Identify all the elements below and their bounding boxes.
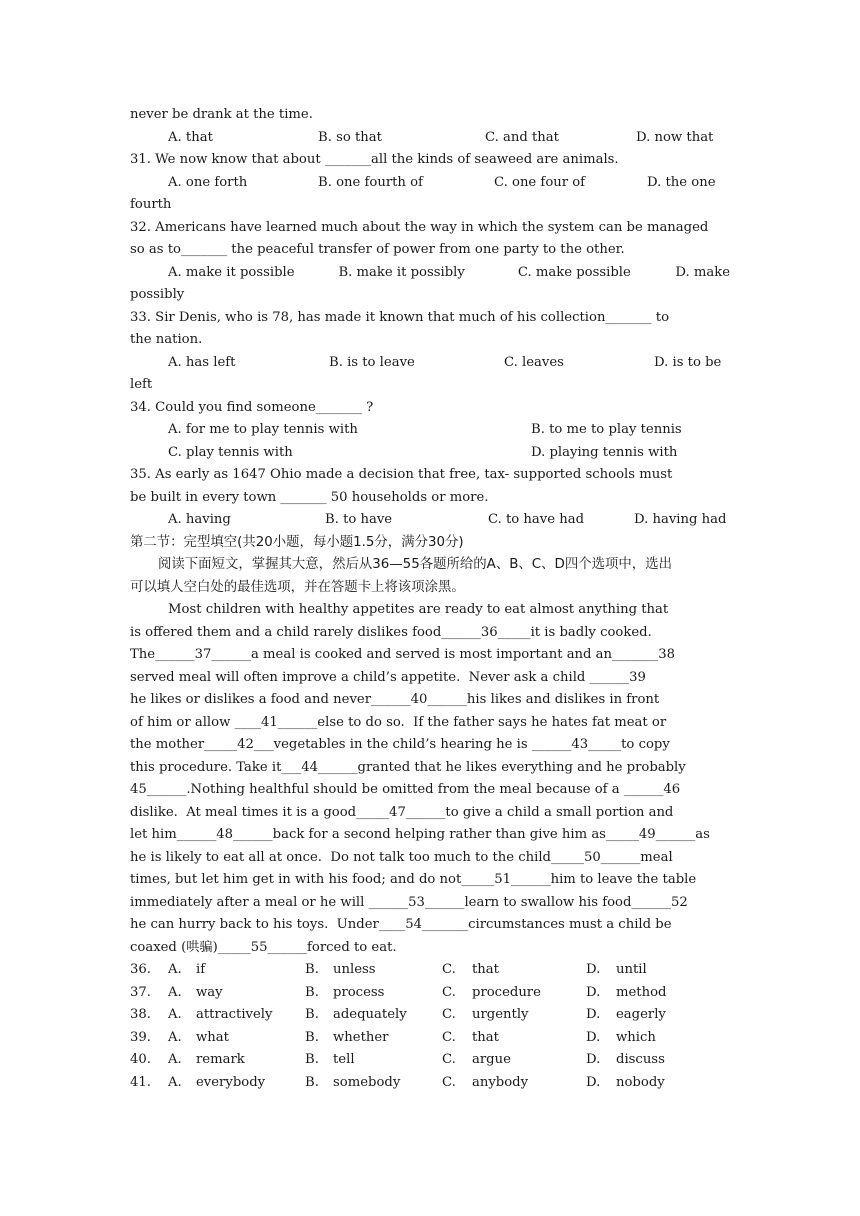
option-d: D. make xyxy=(675,264,730,280)
option-c-text: procedure xyxy=(472,984,541,1000)
passage-line: let him______48______back for a second helping rather than give him as_____49______as xyxy=(130,827,710,842)
option-b-letter: B. xyxy=(305,1052,319,1067)
option-c-letter: C. xyxy=(442,1074,456,1090)
question-32-stem: 32. Americans have learned much about the way in which the system can be managed xyxy=(130,219,709,235)
option-d-text: until xyxy=(616,962,647,977)
option-b-letter: B. xyxy=(305,1007,319,1022)
passage-line: coaxed (哄骗)_____55______forced to eat. xyxy=(130,939,397,955)
option-c: C. play tennis with xyxy=(168,444,293,460)
option-c-text: that xyxy=(472,962,499,977)
question-34-options-row2 xyxy=(130,442,730,465)
option-d-text: eagerly xyxy=(616,1007,666,1022)
option-b-letter: B. xyxy=(305,962,319,977)
option-c-letter: C. xyxy=(442,1029,456,1045)
option-b: B. is to leave xyxy=(329,354,415,370)
answer-row xyxy=(130,1004,730,1027)
option-c-text: that xyxy=(472,1029,499,1045)
question-33-option-wrap: left xyxy=(130,377,153,392)
question-35-options xyxy=(130,509,730,532)
passage-line: served meal will often improve a child’s appetite. Never ask a child ______39 xyxy=(130,669,646,685)
option-d-text: which xyxy=(616,1029,656,1045)
question-number: 38. xyxy=(130,1007,151,1022)
option-b-text: adequately xyxy=(333,1007,407,1022)
answer-row xyxy=(130,1027,730,1050)
question-32-option-wrap: possibly xyxy=(130,287,185,302)
passage-line: the mother_____42___vegetables in the child’s hearing he is ______43_____to copy xyxy=(130,737,670,752)
option-a-text: if xyxy=(196,962,206,977)
passage-line: of him or allow ____41______else to do so. If the father says he hates fat meat or xyxy=(130,714,667,730)
passage-line: dislike. At meal times it is a good_____47______to give a child a small portion and xyxy=(130,804,674,820)
option-d-letter: D. xyxy=(586,1029,601,1045)
option-a-text: attractively xyxy=(196,1007,273,1022)
option-a-letter: A. xyxy=(168,962,182,977)
option-b: B. so that xyxy=(318,129,382,145)
question-31-options xyxy=(130,172,730,195)
question-32-stem-cont: so as to_______ the peaceful transfer of power from one party to the other. xyxy=(130,242,625,257)
question-number: 40. xyxy=(130,1052,151,1067)
option-c-letter: C. xyxy=(442,1052,456,1067)
question-32-options xyxy=(130,262,730,285)
question-number: 37. xyxy=(130,984,151,1000)
option-d: D. is to be xyxy=(654,354,722,370)
answer-row xyxy=(130,1072,730,1095)
option-a-letter: A. xyxy=(168,1007,182,1022)
option-d: D. now that xyxy=(636,129,714,145)
option-a-letter: A. xyxy=(168,1052,182,1067)
question-31-option-wrap: fourth xyxy=(130,197,172,212)
passage-line: is offered them and a child rarely dislikes food______36_____it is badly cooked. xyxy=(130,624,652,640)
option-d: D. playing tennis with xyxy=(531,444,678,460)
passage-line: he can hurry back to his toys. Under____54_______circumstances must a child be xyxy=(130,917,672,932)
option-d-letter: D. xyxy=(586,1007,601,1022)
question-33-stem-cont: the nation. xyxy=(130,332,203,347)
passage-line: he is likely to eat all at once. Do not talk too much to the child_____50______meal xyxy=(130,849,673,865)
option-a-text: what xyxy=(196,1029,229,1045)
passage-line: he likes or dislikes a food and never______40______his likes and dislikes in front xyxy=(130,692,660,707)
option-c: C. one four of xyxy=(494,174,586,190)
option-a: A. for me to play tennis with xyxy=(168,422,358,437)
option-c-letter: C. xyxy=(442,984,456,1000)
passage-line: 45______.Nothing healthful should be omitted from the meal because of a ______46 xyxy=(130,782,681,797)
question-35-stem: 35. As early as 1647 Ohio made a decision that free, tax- supported schools must xyxy=(130,467,673,482)
option-a: A. that xyxy=(168,129,213,145)
question-35-stem-cont: be built in every town _______ 50 households or more. xyxy=(130,489,489,505)
question-31-stem: 31. We now know that about _______all the kinds of seaweed are animals. xyxy=(130,152,619,167)
option-a: A. make it possible xyxy=(168,264,295,280)
option-b-text: tell xyxy=(333,1052,355,1067)
option-c: C. to have had xyxy=(488,512,585,527)
option-d: D. the one xyxy=(647,174,716,190)
option-c-letter: C. xyxy=(442,962,456,977)
option-b-text: unless xyxy=(333,962,376,977)
option-b-letter: B. xyxy=(305,984,319,1000)
option-b: B. to have xyxy=(325,512,393,527)
question-number: 41. xyxy=(130,1074,151,1090)
option-c-text: urgently xyxy=(472,1007,529,1022)
passage-line: immediately after a meal or he will ______53______learn to swallow his food______52 xyxy=(130,894,688,910)
option-d-letter: D. xyxy=(586,984,601,1000)
option-a: A. one forth xyxy=(168,174,248,190)
answer-row xyxy=(130,1049,730,1072)
option-b: B. one fourth of xyxy=(318,174,423,190)
option-b: B. to me to play tennis xyxy=(531,422,682,437)
passage-line: The______37______a meal is cooked and served is most important and an_______38 xyxy=(130,647,675,662)
option-b-letter: B. xyxy=(305,1029,319,1045)
option-d-text: method xyxy=(616,984,667,1000)
option-d-letter: D. xyxy=(586,1074,601,1090)
option-c-letter: C. xyxy=(442,1007,456,1022)
option-a-text: remark xyxy=(196,1052,245,1067)
passage-line: this procedure. Take it___44______granted that he likes everything and he probably xyxy=(130,759,686,775)
option-c: C. and that xyxy=(485,129,559,145)
option-a-letter: A. xyxy=(168,1029,182,1045)
option-a-letter: A. xyxy=(168,984,182,1000)
section-heading: 第二节：完型填空(共20小题，每小题1.5分，满分30分) xyxy=(130,534,464,550)
option-a-letter: A. xyxy=(168,1074,182,1090)
question-34-stem: 34. Could you find someone_______ ? xyxy=(130,399,374,415)
option-a: A. has left xyxy=(168,354,236,370)
passage-line: times, but let him get in with his food; and do not_____51______him to leave the table xyxy=(130,872,697,887)
answer-options-list xyxy=(130,959,730,1094)
option-d-text: discuss xyxy=(616,1052,665,1067)
exam-page xyxy=(130,104,730,1094)
question-33-stem: 33. Sir Denis, who is 78, has made it known that much of his collection_______ to xyxy=(130,309,670,325)
option-b-text: whether xyxy=(333,1029,389,1045)
option-a-text: way xyxy=(196,984,223,1000)
answer-row xyxy=(130,959,730,982)
question-number: 39. xyxy=(130,1029,151,1045)
option-d-letter: D. xyxy=(586,962,601,977)
question-33-options xyxy=(130,352,730,375)
option-c-text: anybody xyxy=(472,1074,529,1090)
question-number: 36. xyxy=(130,962,151,977)
option-d: D. having had xyxy=(634,512,727,527)
section-instructions: 阅读下面短文，掌握其大意，然后从36—55各题所给的A、B、C、D四个选项中，选出 xyxy=(158,557,672,572)
option-d-letter: D. xyxy=(586,1052,601,1067)
option-b-text: somebody xyxy=(333,1074,401,1090)
option-c: C. leaves xyxy=(504,354,564,370)
option-d-text: nobody xyxy=(616,1074,665,1090)
option-b-text: process xyxy=(333,984,385,1000)
option-b: B. make it possibly xyxy=(338,264,465,280)
option-c-text: argue xyxy=(472,1052,511,1067)
option-a: A. having xyxy=(168,512,231,527)
question-30-stem-tail: never be drank at the time. xyxy=(130,107,313,122)
option-a-text: everybody xyxy=(196,1074,266,1090)
option-b-letter: B. xyxy=(305,1074,319,1090)
question-30-options xyxy=(130,127,730,150)
answer-row xyxy=(130,982,730,1005)
option-c: C. make possible xyxy=(517,264,631,280)
passage-line: Most children with healthy appetites are ready to eat almost anything that xyxy=(168,602,669,617)
question-34-options-row1 xyxy=(130,419,730,442)
section-instructions-cont: 可以填人空白处的最佳选项，并在答题卡上将该项涂黑。 xyxy=(130,579,465,595)
